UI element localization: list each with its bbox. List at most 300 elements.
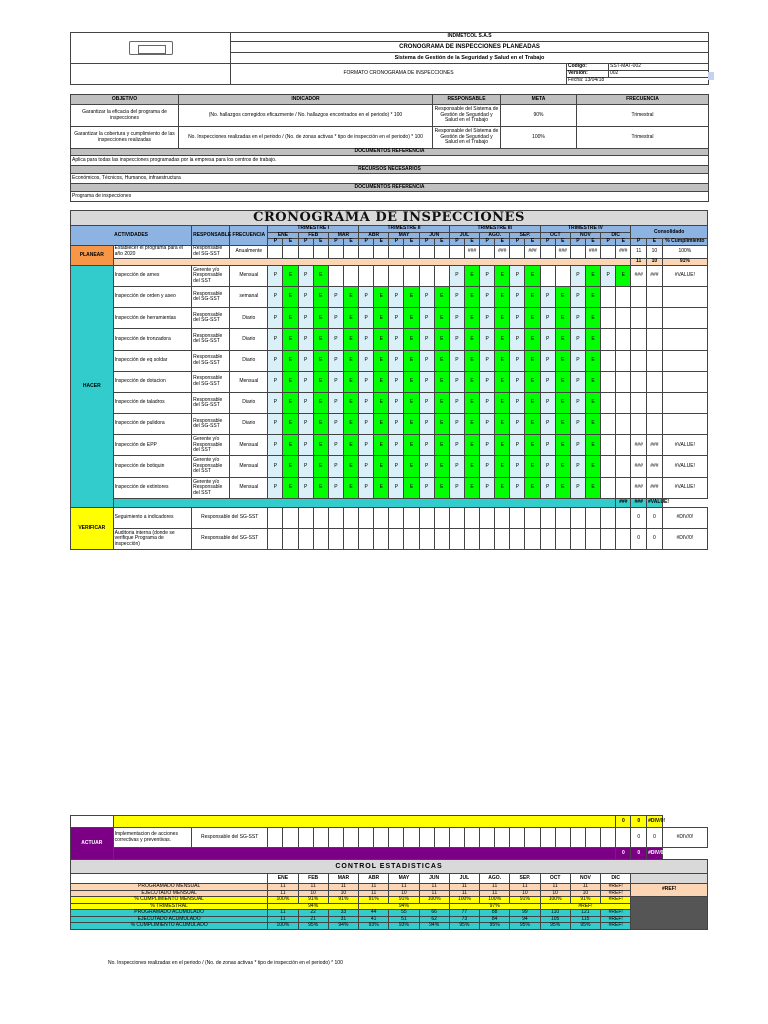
- schedule-cell: [359, 245, 374, 258]
- planned-cell: P: [540, 286, 555, 307]
- executed-cell: E: [585, 350, 600, 371]
- schedule-cell: [313, 528, 328, 549]
- planned-cell: P: [359, 371, 374, 392]
- consolidado-pct: [662, 392, 707, 413]
- executed-cell: E: [464, 329, 479, 350]
- docs-reference-label-2: DOCUMENTOS REFERENCIA: [71, 184, 709, 192]
- planned-cell: [601, 477, 616, 498]
- actuar-top-blank: [71, 816, 114, 828]
- fecha: Fecha: 13/04/18: [567, 78, 709, 85]
- schedule-cell: [343, 528, 358, 549]
- planned-cell: P: [268, 265, 283, 286]
- docs-reference-text: Aplica para todas las inspecciones programadas por la empresa para los centros de trabajo.: [71, 156, 709, 166]
- responsable-cell: Gerente y/o Responsable del SST: [192, 477, 230, 498]
- objetivo-header: OBJETIVO: [71, 95, 179, 105]
- planned-cell: P: [570, 435, 585, 456]
- consolidado-e: 10: [647, 245, 663, 258]
- planned-cell: P: [419, 414, 434, 435]
- planned-cell: P: [570, 286, 585, 307]
- executed-cell: E: [374, 414, 389, 435]
- stats-month-header: ABR: [359, 874, 389, 884]
- consolidado-p: [631, 329, 647, 350]
- planned-cell: P: [480, 477, 495, 498]
- planned-cell: P: [480, 392, 495, 413]
- p-header: P: [268, 239, 283, 246]
- docs-reference-text-2: Programa de inspecciones: [71, 192, 709, 202]
- table-row: [71, 371, 708, 392]
- executed-cell: E: [495, 477, 510, 498]
- schedule-cell: [389, 828, 404, 848]
- table-row: [71, 414, 708, 435]
- stats-label: EJECUTADO MENSUAL: [71, 890, 268, 897]
- planned-cell: P: [510, 329, 525, 350]
- schedule-cell: ###: [616, 245, 631, 258]
- planned-cell: P: [298, 308, 313, 329]
- stats-value: #REF!: [601, 897, 631, 904]
- consolidado-e: [647, 371, 663, 392]
- objective-row: [71, 127, 709, 149]
- executed-cell: E: [495, 308, 510, 329]
- responsable-cell: Responsable del SG-SST: [192, 828, 268, 848]
- schedule-cell: [434, 828, 449, 848]
- executed-cell: E: [464, 456, 479, 477]
- planned-cell: P: [268, 350, 283, 371]
- schedule-cell: [359, 828, 374, 848]
- schedule-cell: ###: [495, 245, 510, 258]
- planned-cell: P: [570, 350, 585, 371]
- stats-value: 88: [480, 910, 510, 917]
- planned-cell: P: [298, 392, 313, 413]
- planned-cell: [328, 265, 343, 286]
- planned-cell: P: [268, 286, 283, 307]
- executed-cell: [343, 265, 358, 286]
- planned-cell: P: [328, 456, 343, 477]
- docs-reference-label: DOCUMENTOS REFERENCIA: [71, 149, 709, 156]
- planned-cell: P: [268, 329, 283, 350]
- actuar-top-bar: [113, 816, 616, 828]
- actuar-stats-table: [70, 815, 708, 930]
- stats-label: % CUMPLIMIENTO MENSUAL: [71, 897, 268, 904]
- executed-cell: E: [585, 456, 600, 477]
- executed-cell: E: [404, 392, 419, 413]
- p-header: P: [510, 239, 525, 246]
- actividad-cell: Inspección de orden y aseo: [113, 286, 191, 307]
- executed-cell: [616, 329, 631, 350]
- format-title: FORMATO CRONOGRAMA DE INSPECCIONES: [231, 64, 567, 85]
- month-header: ENE: [268, 232, 298, 239]
- objetivo-cell: Garantizar la cobertura y cumplimiento de las inspecciones realizadas: [71, 127, 179, 149]
- actividad-cell: Establecer el programa para el año 2020: [113, 245, 191, 258]
- executed-cell: E: [495, 265, 510, 286]
- responsable-cell: Responsable del SG-SST: [192, 414, 230, 435]
- consolidado-e: ###: [647, 265, 663, 286]
- table-row: [71, 507, 708, 528]
- frecuencia-cell: Diario: [230, 392, 268, 413]
- hacer-summary: [113, 498, 616, 507]
- schedule-cell: [601, 828, 616, 848]
- responsable-cell: Responsable del SG-SST: [192, 308, 230, 329]
- stats-value: #REF!: [601, 916, 631, 923]
- consolidado-pct: [662, 286, 707, 307]
- actividad-cell: Auditoria interna (donde se verifique Programa de inspección): [113, 528, 191, 549]
- actividad-cell: Seguimiento a indicadores: [113, 507, 191, 528]
- sum-pct: #DIV/0!: [647, 816, 663, 828]
- version-value: 002: [609, 71, 709, 78]
- stats-value: 11: [268, 884, 298, 891]
- schedule-cell: [404, 507, 419, 528]
- planned-cell: [601, 286, 616, 307]
- schedule-cell: [570, 528, 585, 549]
- e-header: E: [313, 239, 328, 246]
- stats-value: 10: [510, 890, 540, 897]
- planned-cell: P: [389, 371, 404, 392]
- stats-month-header: FEB: [298, 874, 328, 884]
- actividad-cell: Implementacion de acciones correctivas y preventivas.: [113, 828, 191, 848]
- stats-month-header: MAY: [389, 874, 419, 884]
- company-logo: [129, 41, 173, 55]
- executed-cell: E: [374, 286, 389, 307]
- stats-value: 115: [570, 916, 600, 923]
- p-header: P: [298, 239, 313, 246]
- schedule-cell: [434, 245, 449, 258]
- consolidado-pct: #DIV/0!: [662, 528, 707, 549]
- executed-cell: E: [555, 435, 570, 456]
- e-header: E: [464, 239, 479, 246]
- planned-cell: P: [449, 371, 464, 392]
- responsable-header: RESPONSABLE: [433, 95, 501, 105]
- planned-cell: [389, 265, 404, 286]
- executed-cell: E: [434, 329, 449, 350]
- actividad-cell: Inspección de extintores: [113, 477, 191, 498]
- schedule-cell: [510, 507, 525, 528]
- schedule-cell: [480, 245, 495, 258]
- consolidado-pct: #VALUE!: [662, 456, 707, 477]
- executed-cell: E: [495, 329, 510, 350]
- p-header: P: [480, 239, 495, 246]
- executed-cell: [434, 265, 449, 286]
- consolidado-pct: #VALUE!: [662, 435, 707, 456]
- schedule-cell: [268, 828, 283, 848]
- frecuencia-header: FRECUENCIA: [230, 226, 268, 246]
- consolidado-pct: 100%: [662, 245, 707, 258]
- planned-cell: P: [328, 435, 343, 456]
- schedule-cell: [313, 828, 328, 848]
- executed-cell: E: [283, 456, 298, 477]
- consolidado-e: [647, 414, 663, 435]
- planned-cell: P: [389, 456, 404, 477]
- stats-value: 95%: [480, 923, 510, 930]
- executed-cell: E: [585, 414, 600, 435]
- schedule-cell: [404, 528, 419, 549]
- planned-cell: P: [510, 286, 525, 307]
- planned-cell: P: [359, 286, 374, 307]
- schedule-cell: [570, 507, 585, 528]
- stats-value: 44: [359, 910, 389, 917]
- month-header: FEB: [298, 232, 328, 239]
- schedule-cell: [343, 245, 358, 258]
- month-header: DIC: [601, 232, 631, 239]
- executed-cell: E: [374, 435, 389, 456]
- table-row: [71, 350, 708, 371]
- stats-value: 94%: [328, 923, 358, 930]
- planned-cell: P: [570, 456, 585, 477]
- month-header: OCT: [540, 232, 570, 239]
- planned-cell: P: [419, 308, 434, 329]
- stats-value: 11: [540, 884, 570, 891]
- consolidado-pct: [662, 414, 707, 435]
- planned-cell: P: [510, 414, 525, 435]
- stats-value: 77: [449, 910, 479, 917]
- stats-value: 11: [570, 884, 600, 891]
- executed-cell: [616, 371, 631, 392]
- month-header: JUL: [449, 232, 479, 239]
- executed-cell: E: [283, 392, 298, 413]
- stats-value: 22: [298, 910, 328, 917]
- executed-cell: E: [283, 350, 298, 371]
- consolidado-p: [631, 308, 647, 329]
- stats-value: 11: [268, 890, 298, 897]
- planned-cell: [601, 329, 616, 350]
- planned-cell: P: [570, 329, 585, 350]
- stats-value: 41: [359, 916, 389, 923]
- executed-cell: E: [283, 286, 298, 307]
- planned-cell: P: [328, 477, 343, 498]
- stats-label: EJECUTADO ACUMULADO: [71, 916, 268, 923]
- executed-cell: E: [464, 477, 479, 498]
- executed-cell: E: [374, 350, 389, 371]
- schedule-cell: ###: [464, 245, 479, 258]
- executed-cell: E: [464, 308, 479, 329]
- actividad-cell: Inspección de herramientas: [113, 308, 191, 329]
- executed-cell: E: [404, 414, 419, 435]
- schedule-cell: [359, 507, 374, 528]
- frecuencia-header: FRECUENCIA: [577, 95, 709, 105]
- stats-value: 51: [389, 916, 419, 923]
- executed-cell: E: [343, 286, 358, 307]
- schedule-cell: [449, 507, 464, 528]
- meta-header: META: [501, 95, 577, 105]
- executed-cell: E: [434, 456, 449, 477]
- schedule-cell: [434, 507, 449, 528]
- executed-cell: E: [343, 456, 358, 477]
- executed-cell: E: [374, 456, 389, 477]
- p-header: P: [419, 239, 434, 246]
- recursos-text: Económicos, Técnicos, Humanos, infraestructura: [71, 174, 709, 184]
- schedule-cell: [283, 528, 298, 549]
- planned-cell: P: [268, 477, 283, 498]
- cell-marker: [708, 72, 714, 80]
- executed-cell: E: [313, 435, 328, 456]
- consolidado-col-header: E: [647, 239, 663, 246]
- planned-cell: P: [419, 456, 434, 477]
- stats-value: 11: [268, 910, 298, 917]
- executed-cell: E: [585, 265, 600, 286]
- planned-cell: P: [268, 435, 283, 456]
- codigo-value: SST-MAT-002: [609, 64, 709, 71]
- stats-value: 100%: [540, 897, 570, 904]
- stats-value: 91%: [510, 897, 540, 904]
- schedule-cell: [374, 245, 389, 258]
- planned-cell: P: [419, 329, 434, 350]
- schedule-cell: [540, 528, 555, 549]
- executed-cell: [404, 265, 419, 286]
- responsable-cell: Responsable del Sistema de Gestión de Seguridad y Salud en el Trabajo: [433, 127, 501, 149]
- executed-cell: E: [464, 371, 479, 392]
- schedule-cell: [419, 528, 434, 549]
- executed-cell: E: [404, 286, 419, 307]
- planned-cell: P: [480, 286, 495, 307]
- consolidado-e: [647, 308, 663, 329]
- executed-cell: E: [525, 350, 540, 371]
- trimestre-header: TRIMESTRE III: [449, 226, 540, 233]
- schedule-cell: [268, 507, 283, 528]
- month-header: ABR: [359, 232, 389, 239]
- schedule-cell: [585, 507, 600, 528]
- e-header: E: [343, 239, 358, 246]
- planned-cell: P: [540, 350, 555, 371]
- sum-pct: 91%: [662, 258, 707, 265]
- planned-cell: P: [601, 265, 616, 286]
- stats-title: CONTROL ESTADISTICAS: [71, 860, 708, 874]
- e-header: E: [585, 239, 600, 246]
- stats-value: 11: [449, 884, 479, 891]
- stats-value: 91%: [359, 897, 389, 904]
- planned-cell: P: [570, 371, 585, 392]
- executed-cell: E: [585, 329, 600, 350]
- table-row: [71, 477, 708, 498]
- stats-value: 10: [328, 890, 358, 897]
- stats-month-header: AGO.: [480, 874, 510, 884]
- executed-cell: E: [313, 371, 328, 392]
- consolidado-e: [647, 286, 663, 307]
- planned-cell: P: [540, 456, 555, 477]
- month-header: JUN: [419, 232, 449, 239]
- executed-cell: E: [434, 414, 449, 435]
- executed-cell: E: [374, 371, 389, 392]
- actividad-cell: Inspección de tronzadora: [113, 329, 191, 350]
- sum-p: 0: [616, 816, 631, 828]
- planned-cell: P: [389, 477, 404, 498]
- e-header: E: [555, 239, 570, 246]
- stats-value: 11: [359, 890, 389, 897]
- consolidado-header: Consolidado: [631, 226, 708, 239]
- executed-cell: E: [343, 350, 358, 371]
- table-row: [71, 308, 708, 329]
- planned-cell: P: [298, 414, 313, 435]
- stats-value: 95%: [570, 923, 600, 930]
- schedule-cell: [328, 528, 343, 549]
- planned-cell: P: [268, 371, 283, 392]
- frecuencia-cell: Mensual: [230, 265, 268, 286]
- stats-value: #REF!: [540, 903, 631, 910]
- planned-cell: P: [540, 414, 555, 435]
- schedule-cell: [616, 828, 631, 848]
- stats-value: 95%: [298, 923, 328, 930]
- schedule-cell: [495, 828, 510, 848]
- schedule-cell: [510, 528, 525, 549]
- consolidado-pct: #DIV/0!: [662, 828, 707, 848]
- planned-cell: P: [510, 265, 525, 286]
- stats-value: #REF!: [601, 890, 631, 897]
- sum-pct: #DIV/0!: [647, 848, 663, 860]
- planned-cell: P: [480, 371, 495, 392]
- month-header: NOV: [570, 232, 600, 239]
- planned-cell: P: [359, 435, 374, 456]
- executed-cell: E: [343, 392, 358, 413]
- phase-hacer: HACER: [71, 265, 114, 507]
- planned-cell: P: [510, 392, 525, 413]
- stats-value: 73: [449, 916, 479, 923]
- executed-cell: E: [525, 392, 540, 413]
- schedule-cell: [389, 507, 404, 528]
- schedule-cell: [343, 507, 358, 528]
- planned-cell: P: [268, 414, 283, 435]
- stats-value: 10: [540, 890, 570, 897]
- planned-cell: [601, 435, 616, 456]
- executed-cell: E: [464, 265, 479, 286]
- actuar-bar: [113, 848, 616, 860]
- schedule-cell: [328, 245, 343, 258]
- executed-cell: E: [555, 414, 570, 435]
- consolidado-pct: [662, 371, 707, 392]
- stats-value: 84: [480, 916, 510, 923]
- planned-cell: [419, 265, 434, 286]
- responsable-cell: Responsable del SG-SST: [192, 528, 268, 549]
- schedule-cell: [298, 245, 313, 258]
- executed-cell: E: [313, 286, 328, 307]
- planned-cell: P: [449, 350, 464, 371]
- schedule-cell: [374, 507, 389, 528]
- planned-cell: P: [480, 308, 495, 329]
- executed-cell: E: [404, 329, 419, 350]
- frecuencia-cell: Mensual: [230, 371, 268, 392]
- schedule-cell: [540, 828, 555, 848]
- executed-cell: E: [434, 392, 449, 413]
- executed-cell: E: [495, 392, 510, 413]
- schedule-cell: [480, 828, 495, 848]
- objetivo-cell: Garantizar la eficacia del programa de inspecciones: [71, 105, 179, 127]
- executed-cell: E: [313, 265, 328, 286]
- schedule-cell: [449, 528, 464, 549]
- executed-cell: E: [404, 435, 419, 456]
- executed-cell: E: [434, 371, 449, 392]
- planned-cell: P: [570, 414, 585, 435]
- planned-cell: P: [570, 265, 585, 286]
- executed-cell: E: [434, 308, 449, 329]
- table-row: [71, 286, 708, 307]
- schedule-table: [70, 210, 708, 550]
- planned-cell: P: [419, 477, 434, 498]
- month-header: MAR: [328, 232, 358, 239]
- phase-actuar: ACTUAR: [71, 828, 114, 860]
- indicador-cell: (No. hallazgos corregidos eficazmente / No. hallazgos encontrados en el periodo) * 100: [179, 105, 433, 127]
- responsable-cell: Gerente y/o Responsable del SST: [192, 435, 230, 456]
- e-header: E: [374, 239, 389, 246]
- company-name: INDMETCOL S.A.S: [231, 33, 709, 42]
- schedule-cell: [570, 245, 585, 258]
- consolidado-e: 0: [647, 507, 663, 528]
- executed-cell: E: [313, 350, 328, 371]
- executed-cell: E: [555, 477, 570, 498]
- responsable-cell: Responsable del SG-SST: [192, 507, 268, 528]
- planned-cell: P: [419, 392, 434, 413]
- schedule-cell: [328, 507, 343, 528]
- planned-cell: P: [480, 435, 495, 456]
- stats-value: 21: [298, 916, 328, 923]
- executed-cell: E: [495, 371, 510, 392]
- stats-value: 11: [480, 890, 510, 897]
- stats-value: 99: [510, 910, 540, 917]
